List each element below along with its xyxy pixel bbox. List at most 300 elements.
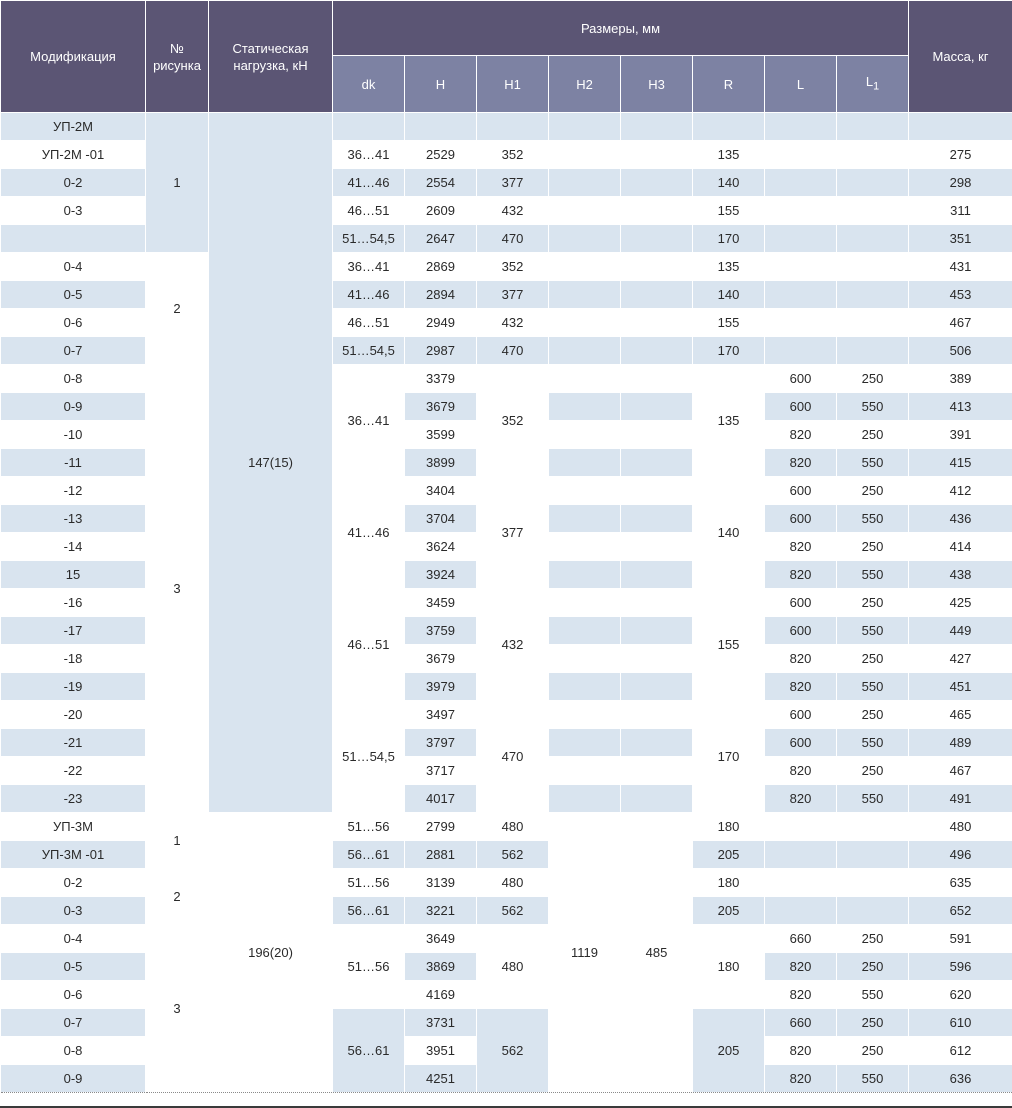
cell-dk: 41…46 [333, 169, 405, 197]
cell-L1: 250 [837, 533, 909, 561]
cell-H3 [621, 169, 693, 197]
cell-L1: 250 [837, 365, 909, 393]
cell-L1: 250 [837, 1037, 909, 1065]
cell-H3 [621, 533, 693, 561]
cell-R: 155 [693, 309, 765, 337]
cell-L: 600 [765, 393, 837, 421]
cell-H2 [549, 785, 621, 813]
header-load-line2: нагрузка, кН [233, 57, 308, 73]
mass-cell: 491 [909, 785, 1012, 813]
modification-cell: 0-6 [1, 981, 146, 1009]
modification-cell: -19 [1, 673, 146, 701]
cell-L1 [837, 113, 909, 141]
cell-H: 2609 [405, 197, 477, 225]
cell-dk: 36…41 [333, 365, 405, 477]
table-header [1, 1, 1012, 113]
cell-L: 600 [765, 477, 837, 505]
cell-L [765, 141, 837, 169]
cell-H: 3704 [405, 505, 477, 533]
cell-L1: 250 [837, 477, 909, 505]
cell-H2 [549, 281, 621, 309]
modification-cell: -18 [1, 645, 146, 673]
mass-cell: 311 [909, 197, 1012, 225]
cell-L1: 550 [837, 729, 909, 757]
table-row [1, 925, 1012, 953]
cell-H3 [621, 141, 693, 169]
modification-cell: 0-4 [1, 253, 146, 281]
header-R: R [693, 56, 765, 113]
cell-dk: 41…46 [333, 281, 405, 309]
cell-H3 [621, 673, 693, 701]
cell-R: 180 [693, 813, 765, 841]
header-H1: H1 [477, 56, 549, 113]
cell-R: 205 [693, 1009, 765, 1093]
modification-cell: 0-2 [1, 869, 146, 897]
table-row [1, 365, 1012, 393]
cell-H2 [549, 225, 621, 253]
modification-cell: -22 [1, 757, 146, 785]
table-row [1, 869, 1012, 897]
cell-L1: 250 [837, 1009, 909, 1037]
cell-H: 3717 [405, 757, 477, 785]
cell-H1: 352 [477, 141, 549, 169]
modification-cell: -11 [1, 449, 146, 477]
header-dk: dk [333, 56, 405, 113]
cell-L1: 250 [837, 645, 909, 673]
cell-L [765, 281, 837, 309]
table-body [1, 113, 1012, 1093]
mass-cell: 591 [909, 925, 1012, 953]
cell-R: 180 [693, 925, 765, 1009]
cell-L1: 550 [837, 785, 909, 813]
cell-L1 [837, 841, 909, 869]
cell-L1: 550 [837, 505, 909, 533]
cell-R: 135 [693, 365, 765, 477]
mass-cell: 636 [909, 1065, 1012, 1093]
cell-H3 [621, 365, 693, 393]
modification-cell [1, 225, 146, 253]
cell-L1: 550 [837, 393, 909, 421]
header-L1-subscript: 1 [873, 80, 880, 93]
cell-L1: 250 [837, 701, 909, 729]
cell-H3 [621, 253, 693, 281]
cell-H: 4251 [405, 1065, 477, 1093]
mass-cell: 438 [909, 561, 1012, 589]
cell-H1: 470 [477, 337, 549, 365]
cell-H1: 480 [477, 813, 549, 841]
cell-L [765, 841, 837, 869]
cell-L: 600 [765, 505, 837, 533]
modification-cell: -17 [1, 617, 146, 645]
cell-L1: 550 [837, 673, 909, 701]
mass-cell: 596 [909, 953, 1012, 981]
mass-cell: 612 [909, 1037, 1012, 1065]
static-load-cell: 147(15) [209, 113, 333, 813]
modification-cell: 0-3 [1, 197, 146, 225]
cell-H3 [621, 757, 693, 785]
cell-L [765, 813, 837, 841]
cell-H: 3497 [405, 701, 477, 729]
cell-L1: 250 [837, 757, 909, 785]
mass-cell: 467 [909, 757, 1012, 785]
cell-dk: 36…41 [333, 141, 405, 169]
mass-cell: 652 [909, 897, 1012, 925]
modification-cell: 0-6 [1, 309, 146, 337]
mass-cell: 275 [909, 141, 1012, 169]
cell-H: 3797 [405, 729, 477, 757]
mass-cell: 449 [909, 617, 1012, 645]
cell-H: 2554 [405, 169, 477, 197]
cell-H1 [477, 113, 549, 141]
cell-H2 [549, 617, 621, 645]
modification-cell: -14 [1, 533, 146, 561]
modification-cell: 0-9 [1, 1065, 146, 1093]
cell-H2 [549, 561, 621, 589]
cell-H2 [549, 421, 621, 449]
mass-cell: 412 [909, 477, 1012, 505]
modification-cell: 0-3 [1, 897, 146, 925]
figure-number-cell: 1 [146, 113, 209, 253]
modification-cell: УП-2М -01 [1, 141, 146, 169]
cell-H2 [549, 729, 621, 757]
cell-L1: 550 [837, 449, 909, 477]
cell-dk: 51…54,5 [333, 225, 405, 253]
modification-cell: УП-3М [1, 813, 146, 841]
cell-H: 3379 [405, 365, 477, 393]
cell-H3 [621, 281, 693, 309]
mass-cell: 436 [909, 505, 1012, 533]
cell-H: 4169 [405, 981, 477, 1009]
cell-H3 [621, 785, 693, 813]
cell-H [405, 113, 477, 141]
cell-H3 [621, 421, 693, 449]
modification-cell: -12 [1, 477, 146, 505]
cell-H2 [549, 477, 621, 505]
static-load-cell: 196(20) [209, 813, 333, 1093]
cell-H2 [549, 197, 621, 225]
modification-cell: УП-3М -01 [1, 841, 146, 869]
mass-cell: 453 [909, 281, 1012, 309]
modification-cell: 15 [1, 561, 146, 589]
header-figure-line1: № [170, 40, 184, 56]
mass-cell: 467 [909, 309, 1012, 337]
cell-dk: 51…54,5 [333, 337, 405, 365]
header-L1 [837, 56, 909, 113]
cell-H2 [549, 365, 621, 393]
cell-H1: 432 [477, 589, 549, 701]
header-sizes: Размеры, мм [333, 1, 909, 56]
cell-H1: 480 [477, 869, 549, 897]
cell-H2 [549, 505, 621, 533]
cell-H2 [549, 673, 621, 701]
mass-cell: 425 [909, 589, 1012, 617]
modification-cell: 0-8 [1, 365, 146, 393]
cell-H: 3759 [405, 617, 477, 645]
cell-H2 [549, 589, 621, 617]
cell-H3 [621, 589, 693, 617]
cell-L [765, 113, 837, 141]
cell-H3 [621, 449, 693, 477]
cell-dk: 41…46 [333, 477, 405, 589]
cell-R: 140 [693, 477, 765, 589]
cell-H3 [621, 113, 693, 141]
cell-L: 820 [765, 561, 837, 589]
cell-H2: 1119 [549, 813, 621, 1093]
cell-H1: 377 [477, 169, 549, 197]
cell-R: 205 [693, 897, 765, 925]
modification-cell: -10 [1, 421, 146, 449]
mass-cell: 298 [909, 169, 1012, 197]
modification-cell: -13 [1, 505, 146, 533]
cell-L [765, 309, 837, 337]
cell-H3 [621, 701, 693, 729]
cell-H3 [621, 225, 693, 253]
header-H3: H3 [621, 56, 693, 113]
cell-H2 [549, 309, 621, 337]
cell-H: 3924 [405, 561, 477, 589]
cell-H3 [621, 337, 693, 365]
mass-cell [909, 113, 1012, 141]
cell-L1 [837, 337, 909, 365]
mass-cell: 415 [909, 449, 1012, 477]
header-figure-line2: рисунка [153, 57, 201, 73]
cell-L [765, 337, 837, 365]
cell-L: 820 [765, 981, 837, 1009]
cell-L: 820 [765, 421, 837, 449]
cell-H: 2529 [405, 141, 477, 169]
table-row [1, 813, 1012, 841]
cell-H: 2869 [405, 253, 477, 281]
cell-H: 2949 [405, 309, 477, 337]
cell-H3 [621, 561, 693, 589]
mass-cell: 391 [909, 421, 1012, 449]
modification-cell: 0-7 [1, 1009, 146, 1037]
figure-number-cell: 1 [146, 813, 209, 869]
cell-L: 660 [765, 925, 837, 953]
cell-L [765, 897, 837, 925]
cell-L: 820 [765, 785, 837, 813]
cell-L: 600 [765, 701, 837, 729]
mass-cell: 414 [909, 533, 1012, 561]
modification-cell: 0-9 [1, 393, 146, 421]
mass-cell: 489 [909, 729, 1012, 757]
cell-H: 3679 [405, 645, 477, 673]
cell-H1: 377 [477, 281, 549, 309]
cell-H3 [621, 729, 693, 757]
cell-dk: 51…56 [333, 869, 405, 897]
cell-H: 2881 [405, 841, 477, 869]
modification-cell: 0-5 [1, 281, 146, 309]
header-mass: Масса, кг [909, 1, 1012, 113]
modification-cell: -23 [1, 785, 146, 813]
cell-L [765, 253, 837, 281]
cell-dk: 51…54,5 [333, 701, 405, 813]
cell-dk: 51…56 [333, 925, 405, 1009]
cell-L: 820 [765, 1037, 837, 1065]
cell-dk [333, 113, 405, 141]
cell-dk: 56…61 [333, 1009, 405, 1093]
mass-cell: 610 [909, 1009, 1012, 1037]
cell-L: 600 [765, 365, 837, 393]
modification-cell: 0-8 [1, 1037, 146, 1065]
cell-L: 820 [765, 953, 837, 981]
cell-H2 [549, 757, 621, 785]
cell-dk: 36…41 [333, 253, 405, 281]
table-row [1, 253, 1012, 281]
cell-L1 [837, 169, 909, 197]
mass-cell: 451 [909, 673, 1012, 701]
cell-L1: 250 [837, 925, 909, 953]
cell-H: 3679 [405, 393, 477, 421]
figure-number-cell: 3 [146, 365, 209, 813]
cell-L1 [837, 813, 909, 841]
mass-cell: 480 [909, 813, 1012, 841]
cell-H: 3404 [405, 477, 477, 505]
cell-H3 [621, 617, 693, 645]
mass-cell: 389 [909, 365, 1012, 393]
cell-L1: 550 [837, 561, 909, 589]
cell-R: 205 [693, 841, 765, 869]
cell-L1 [837, 869, 909, 897]
cell-R: 170 [693, 337, 765, 365]
cell-H3 [621, 477, 693, 505]
cell-L [765, 169, 837, 197]
cell-H: 3624 [405, 533, 477, 561]
cell-L: 820 [765, 645, 837, 673]
cell-L1: 250 [837, 953, 909, 981]
cell-L: 820 [765, 757, 837, 785]
cell-L1 [837, 253, 909, 281]
cell-R: 135 [693, 253, 765, 281]
cell-H1: 470 [477, 225, 549, 253]
cell-R: 140 [693, 169, 765, 197]
header-L: L [765, 56, 837, 113]
cell-H: 2894 [405, 281, 477, 309]
cell-H: 3649 [405, 925, 477, 953]
figure-number-cell: 2 [146, 869, 209, 925]
cell-L1 [837, 281, 909, 309]
cell-L1: 550 [837, 617, 909, 645]
mass-cell: 496 [909, 841, 1012, 869]
cell-H2 [549, 393, 621, 421]
modification-cell: -21 [1, 729, 146, 757]
mass-cell: 427 [909, 645, 1012, 673]
cell-H1: 562 [477, 1009, 549, 1093]
cell-dk: 46…51 [333, 589, 405, 701]
cell-dk: 46…51 [333, 309, 405, 337]
cell-L [765, 869, 837, 897]
cell-H2 [549, 141, 621, 169]
cell-H3 [621, 645, 693, 673]
cell-R: 135 [693, 141, 765, 169]
cell-L1 [837, 309, 909, 337]
cell-H2 [549, 701, 621, 729]
mass-cell: 431 [909, 253, 1012, 281]
cell-H2 [549, 253, 621, 281]
cell-dk: 56…61 [333, 897, 405, 925]
cell-L: 820 [765, 1065, 837, 1093]
cell-R [693, 113, 765, 141]
cell-L1 [837, 197, 909, 225]
mass-cell: 620 [909, 981, 1012, 1009]
cell-R: 140 [693, 281, 765, 309]
cell-dk: 56…61 [333, 841, 405, 869]
modification-cell: 0-7 [1, 337, 146, 365]
modification-cell: 0-2 [1, 169, 146, 197]
cell-L1 [837, 141, 909, 169]
cell-H1: 432 [477, 309, 549, 337]
cell-dk: 51…56 [333, 813, 405, 841]
header-H: H [405, 56, 477, 113]
header-L1-base: L [865, 73, 874, 89]
cell-H: 4017 [405, 785, 477, 813]
cell-L: 600 [765, 589, 837, 617]
cell-L [765, 197, 837, 225]
cell-L1: 250 [837, 421, 909, 449]
table-row [1, 113, 1012, 141]
cell-H: 3951 [405, 1037, 477, 1065]
cell-H: 3221 [405, 897, 477, 925]
mass-cell: 351 [909, 225, 1012, 253]
modification-cell: УП-2М [1, 113, 146, 141]
cell-R: 155 [693, 197, 765, 225]
mass-cell: 635 [909, 869, 1012, 897]
cell-H3 [621, 393, 693, 421]
cell-H3: 485 [621, 813, 693, 1093]
cell-L: 600 [765, 729, 837, 757]
cell-H1: 377 [477, 477, 549, 589]
cell-H3 [621, 505, 693, 533]
cell-H: 3869 [405, 953, 477, 981]
header-H2: H2 [549, 56, 621, 113]
modification-cell: -20 [1, 701, 146, 729]
cell-L: 820 [765, 449, 837, 477]
cell-H: 3139 [405, 869, 477, 897]
cell-L: 600 [765, 617, 837, 645]
cell-L: 820 [765, 673, 837, 701]
cell-H2 [549, 113, 621, 141]
cell-R: 155 [693, 589, 765, 701]
modification-cell: -16 [1, 589, 146, 617]
mass-cell: 413 [909, 393, 1012, 421]
cell-H1: 562 [477, 897, 549, 925]
cell-L: 660 [765, 1009, 837, 1037]
cell-H2 [549, 337, 621, 365]
cell-H: 2987 [405, 337, 477, 365]
cell-L1 [837, 897, 909, 925]
cell-R: 170 [693, 225, 765, 253]
cell-H: 3459 [405, 589, 477, 617]
cell-dk: 46…51 [333, 197, 405, 225]
cell-H: 2799 [405, 813, 477, 841]
cell-H3 [621, 197, 693, 225]
mass-cell: 465 [909, 701, 1012, 729]
modification-cell: 0-5 [1, 953, 146, 981]
cell-L1: 550 [837, 981, 909, 1009]
cell-H1: 352 [477, 365, 549, 477]
modification-cell: 0-4 [1, 925, 146, 953]
header-load-line1: Статическая [232, 40, 309, 56]
cell-H2 [549, 645, 621, 673]
cell-H: 3731 [405, 1009, 477, 1037]
cell-L1: 550 [837, 1065, 909, 1093]
header-static-load [209, 1, 333, 113]
figure-number-cell: 2 [146, 253, 209, 365]
header-modification: Модификация [1, 1, 146, 113]
cell-H: 3599 [405, 421, 477, 449]
cell-H1: 562 [477, 841, 549, 869]
cell-H1: 480 [477, 925, 549, 1009]
